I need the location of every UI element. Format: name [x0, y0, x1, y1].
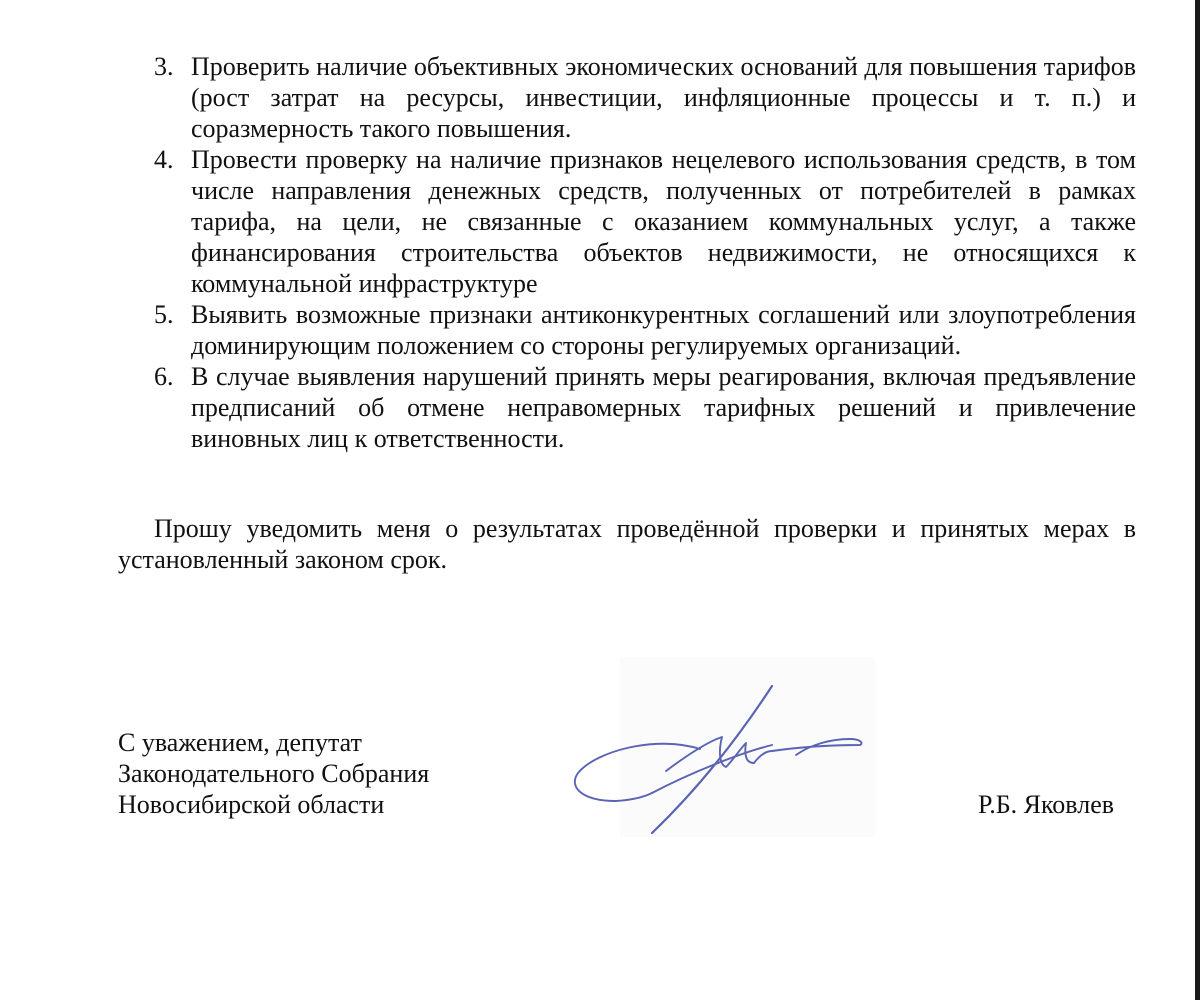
signature-icon: [560, 655, 880, 840]
closing-block: [118, 727, 538, 820]
closing-line: Новосибирской области: [118, 790, 385, 819]
list-item-number: 6.: [154, 362, 174, 391]
list-item-number: 5.: [154, 300, 174, 329]
signature-strokes: [575, 686, 862, 833]
list-item-number: 4.: [154, 145, 174, 174]
list-item-text: Провести проверку на наличие признаков нецелевого использования средств, в том числе направления денежных средств, полученных от потребителей в рамках тарифа, на цели, не связанные с оказанием коммунальных услуг, а также финансирования строительства объектов недвижимости, не относящихся к коммунальной инфраструктуре: [191, 145, 1136, 298]
list-item-text: Выявить возможные признаки антиконкурентных соглашений или злоупотребления доминирующим положением со стороны регулируемых организаций.: [191, 300, 1136, 360]
list-item: [148, 361, 1136, 454]
signature-image: [560, 655, 880, 840]
list-item-text: В случае выявления нарушений принять меры реагирования, включая предъявление предписаний об отмене неправомерных тарифных решений и привлечение виновных лиц к ответственности.: [191, 362, 1136, 453]
page-edge: [1195, 0, 1200, 1000]
list-item-number: 3.: [154, 52, 174, 81]
list-item: [148, 51, 1136, 144]
list-item: [148, 144, 1136, 299]
list-item-text: Проверить наличие объективных экономических оснований для повышения тарифов (рост затрат на ресурсы, инвестиции, инфляционные процессы и т. п.) и соразмерность такого повышения.: [191, 52, 1136, 143]
numbered-list: [148, 51, 1136, 454]
closing-line: С уважением, депутат: [118, 728, 362, 757]
list-item: [148, 299, 1136, 361]
signer-name: Р.Б. Яковлев: [978, 790, 1115, 819]
closing-line: Законодательного Собрания: [118, 759, 430, 788]
request-paragraph: Прошу уведомить меня о результатах проведённой проверки и принятых мерах в установленный законом срок.: [118, 514, 1136, 574]
